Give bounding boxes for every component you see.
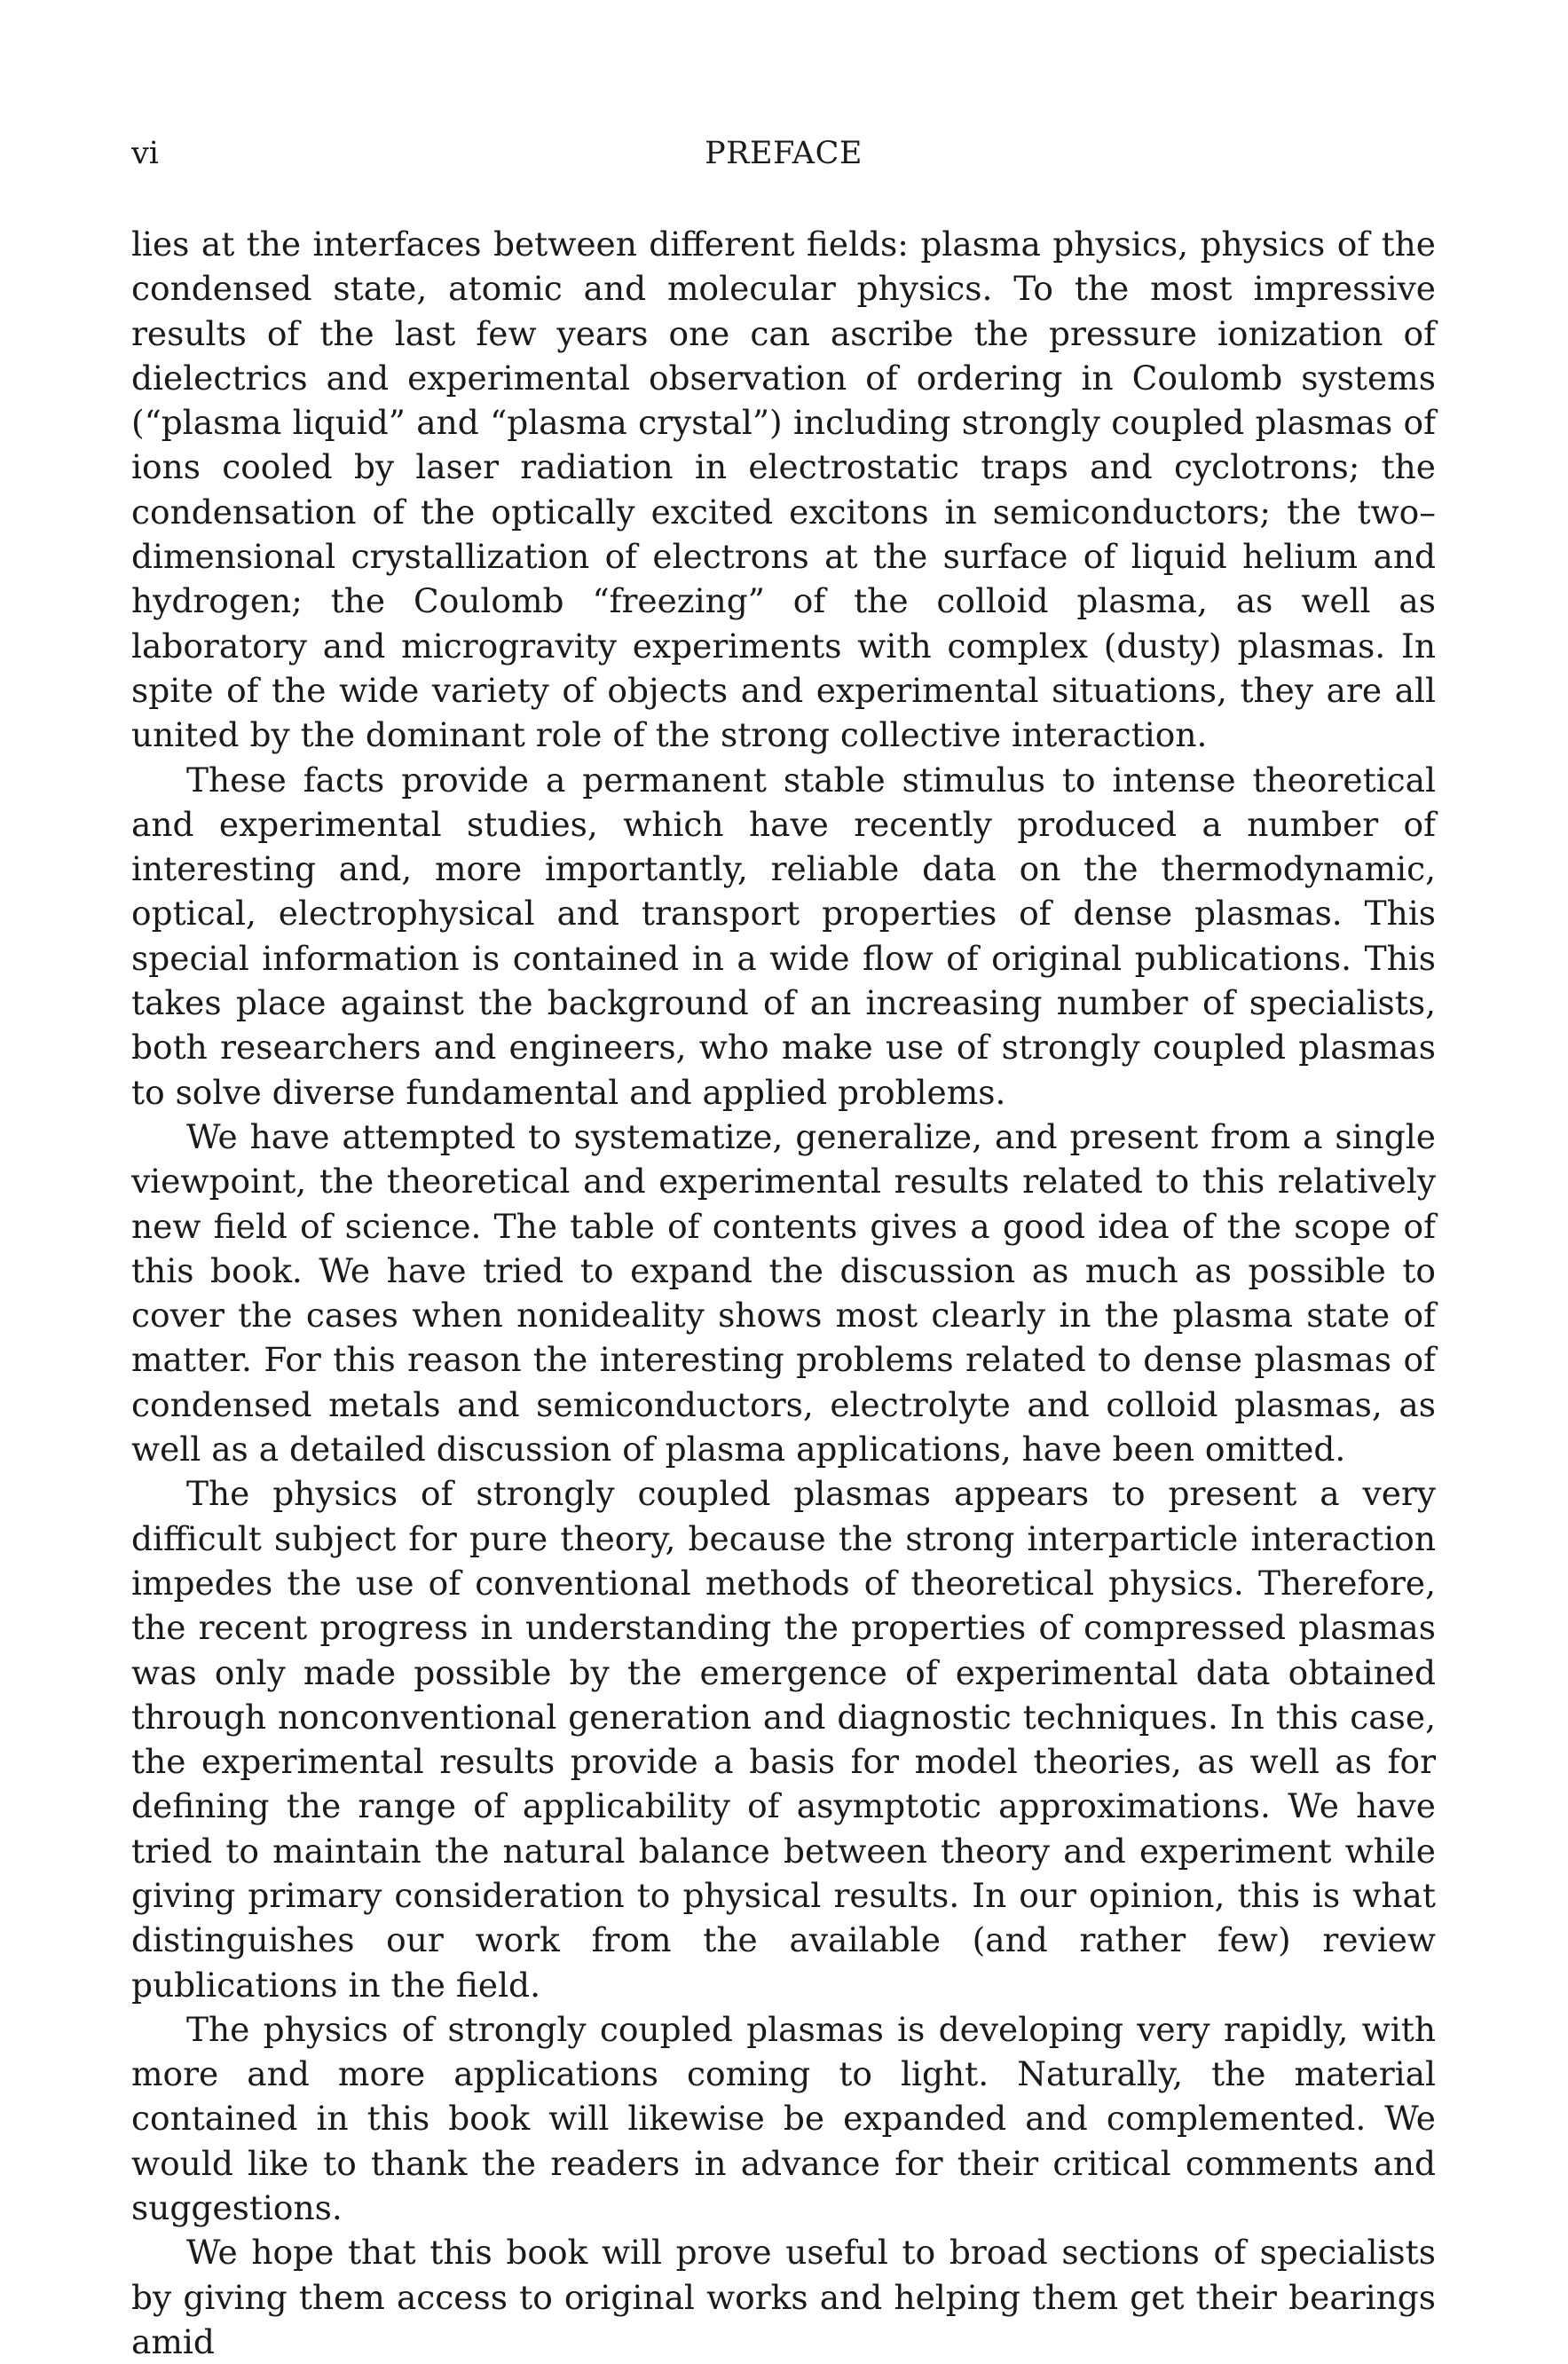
paragraph: The physics of strongly coupled plasmas is developing very rapidly, with more and more applications coming to light. Naturally, the material contained in this book will likewise be expanded and complemented. We would like to thank the readers in advance for their critical comments and suggestions. — [131, 2009, 1436, 2228]
preface-body — [131, 222, 1436, 2364]
paragraph: We have attempted to systematize, generalize, and present from a single viewpoint, the theoretical and experimental results related to this relatively new field of science. The table of contents gives a good idea of the scope of this book. We have tried to expand the discussion as much as possible to cover the cases when nonideality shows most clearly in the plasma state of matter. For this reason the interesting problems related to dense plasmas of condensed metals and semiconductors, electrolyte and colloid plasmas, as well as a detailed discussion of plasma applications, have been omitted. — [131, 1116, 1436, 1470]
paragraph: The physics of strongly coupled plasmas appears to present a very difficult subject for pure theory, because the strong interparticle interaction impedes the use of conventional methods of theoretical physics. Therefore, the recent progress in understanding the properties of compressed plasmas was only made possible by the emergence of experimental data obtained through nonconventional generation and diagnostic techniques. In this case, the experimental results provide a basis for model theories, as well as for defining the range of applicability of asymptotic approximations. We have tried to maintain the natural balance between theory and experiment while giving primary consideration to physical results. In our opinion, this is what distinguishes our work from the available (and rather few) review publications in the field. — [131, 1474, 1436, 2005]
running-title: PREFACE — [705, 136, 863, 171]
paragraph: These facts provide a permanent stable stimulus to intense theoretical and experimental studies, which have recently produced a number of interesting and, more importantly, reliable data on the thermodynamic, optical, electrophysical and transport properties of dense plasmas. This special information is contained in a wide flow of original publications. This takes place against the background of an increasing number of specialists, both researchers and engineers, who make use of strongly coupled plasmas to solve diverse fundamental and applied problems. — [131, 760, 1436, 1112]
paragraph-continued: lies at the interfaces between different fields: plasma physics, physics of the condensed state, atomic and molecular physics. To the most impressive results of the last few years one can ascribe the pressure ionization of dielectrics and experimental observation of ordering in Coulomb systems (“plasma liquid” and “plasma crystal”) including strongly coupled plasmas of ions cooled by laser radiation in electrostatic traps and cyclotrons; the condensation of the optically excited excitons in semiconductors; the two–dimensional crystallization of electrons at the surface of liquid helium and hydrogen; the Coulomb “freezing” of the colloid plasma, as well as laboratory and microgravity experiments with complex (dusty) plasmas. In spite of the wide variety of objects and experimental situations, they are all united by the dominant role of the strong collective interaction. — [131, 225, 1436, 755]
paragraph: We hope that this book will prove useful to broad sections of specialists by giving them access to original works and helping them get their bearings amid — [131, 2233, 1436, 2361]
running-head — [131, 131, 1436, 176]
page-number: vi — [131, 136, 159, 171]
